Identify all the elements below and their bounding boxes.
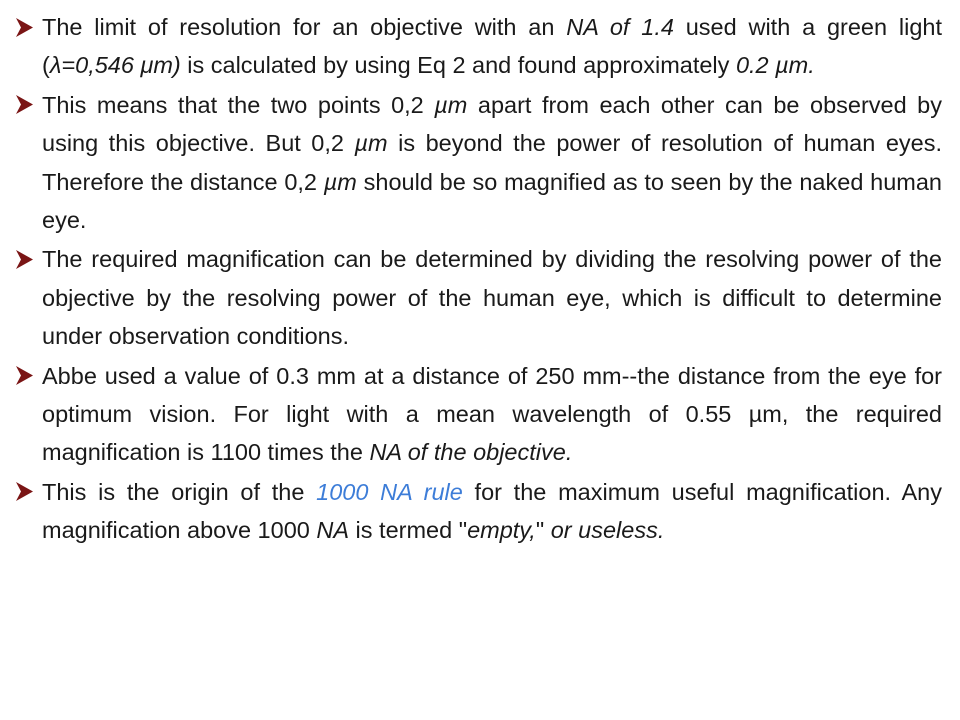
arrowhead-bullet-icon <box>16 8 42 46</box>
bullet-list <box>16 8 942 550</box>
text-run: This is the origin of the <box>42 478 317 505</box>
text-run: apart from each other can be observed by using this objective. But 0,2 <box>42 91 942 157</box>
bullet-text <box>42 86 942 240</box>
highlight-1000-na-rule: 1000 NA rule <box>316 478 463 505</box>
text-run-italic: or useless. <box>550 517 665 544</box>
arrowhead-bullet-icon <box>16 473 42 511</box>
arrowhead-bullet-icon <box>16 86 42 124</box>
bullet-item-required-magnification <box>16 240 942 355</box>
text-run-italic: NA <box>316 517 350 544</box>
text-run: should be so magnified as to seen by the naked human eye. <box>42 168 943 234</box>
text-run: is termed " <box>349 517 468 544</box>
text-run: The required magnification can be determined by dividing the resolving power of the objective by the resolving power of the human eye, which is difficult to determine under observation conditions. <box>42 246 942 350</box>
text-run-italic: NA of 1.4 <box>566 14 674 40</box>
arrowhead-bullet-icon <box>16 357 42 395</box>
arrowhead-bullet-icon <box>16 240 42 278</box>
text-run: is calculated by using Eq 2 and found approximately <box>180 52 736 79</box>
text-run: This means that the two points 0,2 <box>42 91 435 118</box>
bullet-text <box>42 240 942 355</box>
text-run: for the maximum useful magnification. Any magnification above 1000 <box>42 478 942 544</box>
bullet-text <box>42 357 942 472</box>
bullet-text <box>42 8 942 85</box>
bullet-item-1000-na-rule <box>16 473 942 550</box>
text-run: used with a green light ( <box>42 14 942 79</box>
text-run: is beyond the power of resolution of human eyes. Therefore the distance 0,2 <box>42 130 942 195</box>
text-run-italic: λ=0,546 μm) <box>49 52 181 79</box>
bullet-text <box>42 473 942 550</box>
text-run-italic: µm <box>354 130 388 157</box>
text-run: The limit of resolution for an objective with an <box>42 14 567 40</box>
text-run-italic: µm <box>323 168 357 195</box>
text-run-italic: NA of the objective. <box>369 439 573 466</box>
text-run-italic: µm <box>434 91 468 118</box>
text-run: " <box>535 517 551 544</box>
text-run-italic: 0.2 µm. <box>735 52 815 79</box>
bullet-item-resolution-limit <box>16 8 942 85</box>
text-run-italic: empty, <box>467 517 536 544</box>
bullet-item-abbe-value <box>16 357 942 472</box>
text-run: Abbe used a value of 0.3 mm at a distance of 250 mm--the distance from the eye for optimum vision. For light with a mean wavelength of 0.55 µm, the required magnification is 1100 times the <box>42 362 942 466</box>
bullet-item-two-points <box>16 86 942 240</box>
